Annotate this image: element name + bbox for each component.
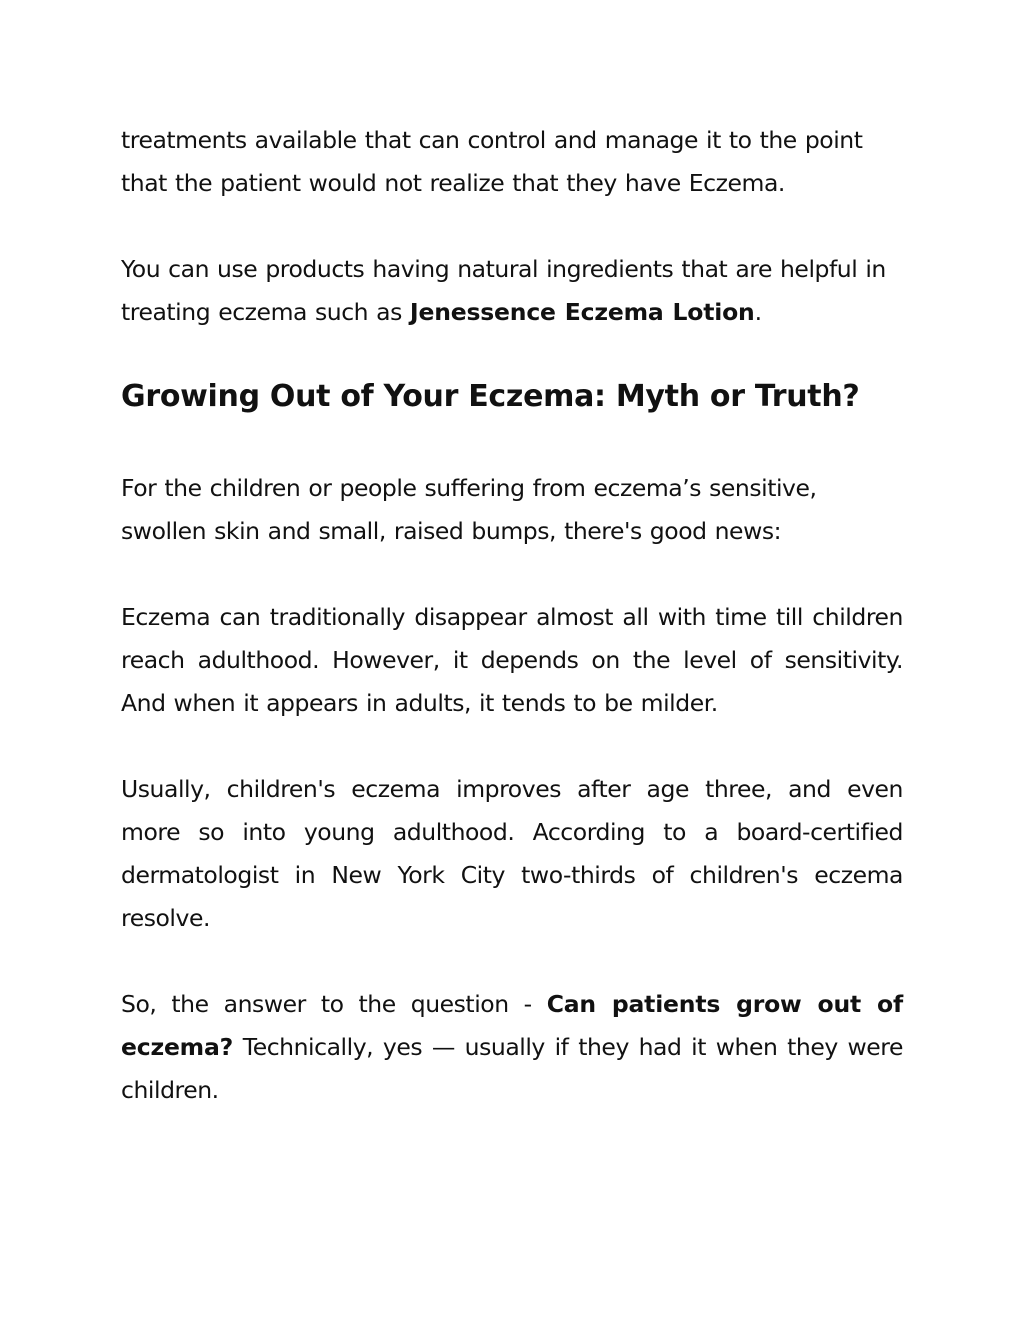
paragraph-answer-text: So, the answer to the question -: [121, 990, 547, 1018]
document-page: [121, 119, 903, 1155]
paragraph-disappear: Eczema can traditionally disappear almost all with time till children reach adulthood. However, it depends on the level of sensitivity. And when it appears in adults, it tends to be milder.: [121, 603, 903, 717]
paragraph-improves: Usually, children's eczema improves after age three, and even more so into young adulthood. According to a board-certified dermatologist in New York City two-thirds of children's eczema resolve.: [121, 775, 903, 932]
paragraph-good-news: For the children or people suffering from eczema’s sensitive, swollen skin and small, raised bumps, there's good news:: [121, 474, 817, 545]
question-bold: Can patients grow out of eczema?: [121, 990, 903, 1061]
section-heading: Growing Out of Your Eczema: Myth or Truth?: [121, 379, 860, 414]
paragraph-answer-end: Technically, yes — usually if they had it when they were children.: [121, 1033, 903, 1104]
paragraph-treatments: treatments available that can control and manage it to the point that the patient would not realize that they have Eczema.: [121, 126, 863, 197]
paragraph-products-text: You can use products having natural ingredients that are helpful in treating eczema such as: [121, 255, 886, 326]
product-name-bold: Jenessence Eczema Lotion: [409, 298, 755, 326]
paragraph-products-end: .: [754, 298, 762, 326]
paragraph-products: [121, 248, 903, 334]
paragraph-answer: [121, 983, 903, 1112]
